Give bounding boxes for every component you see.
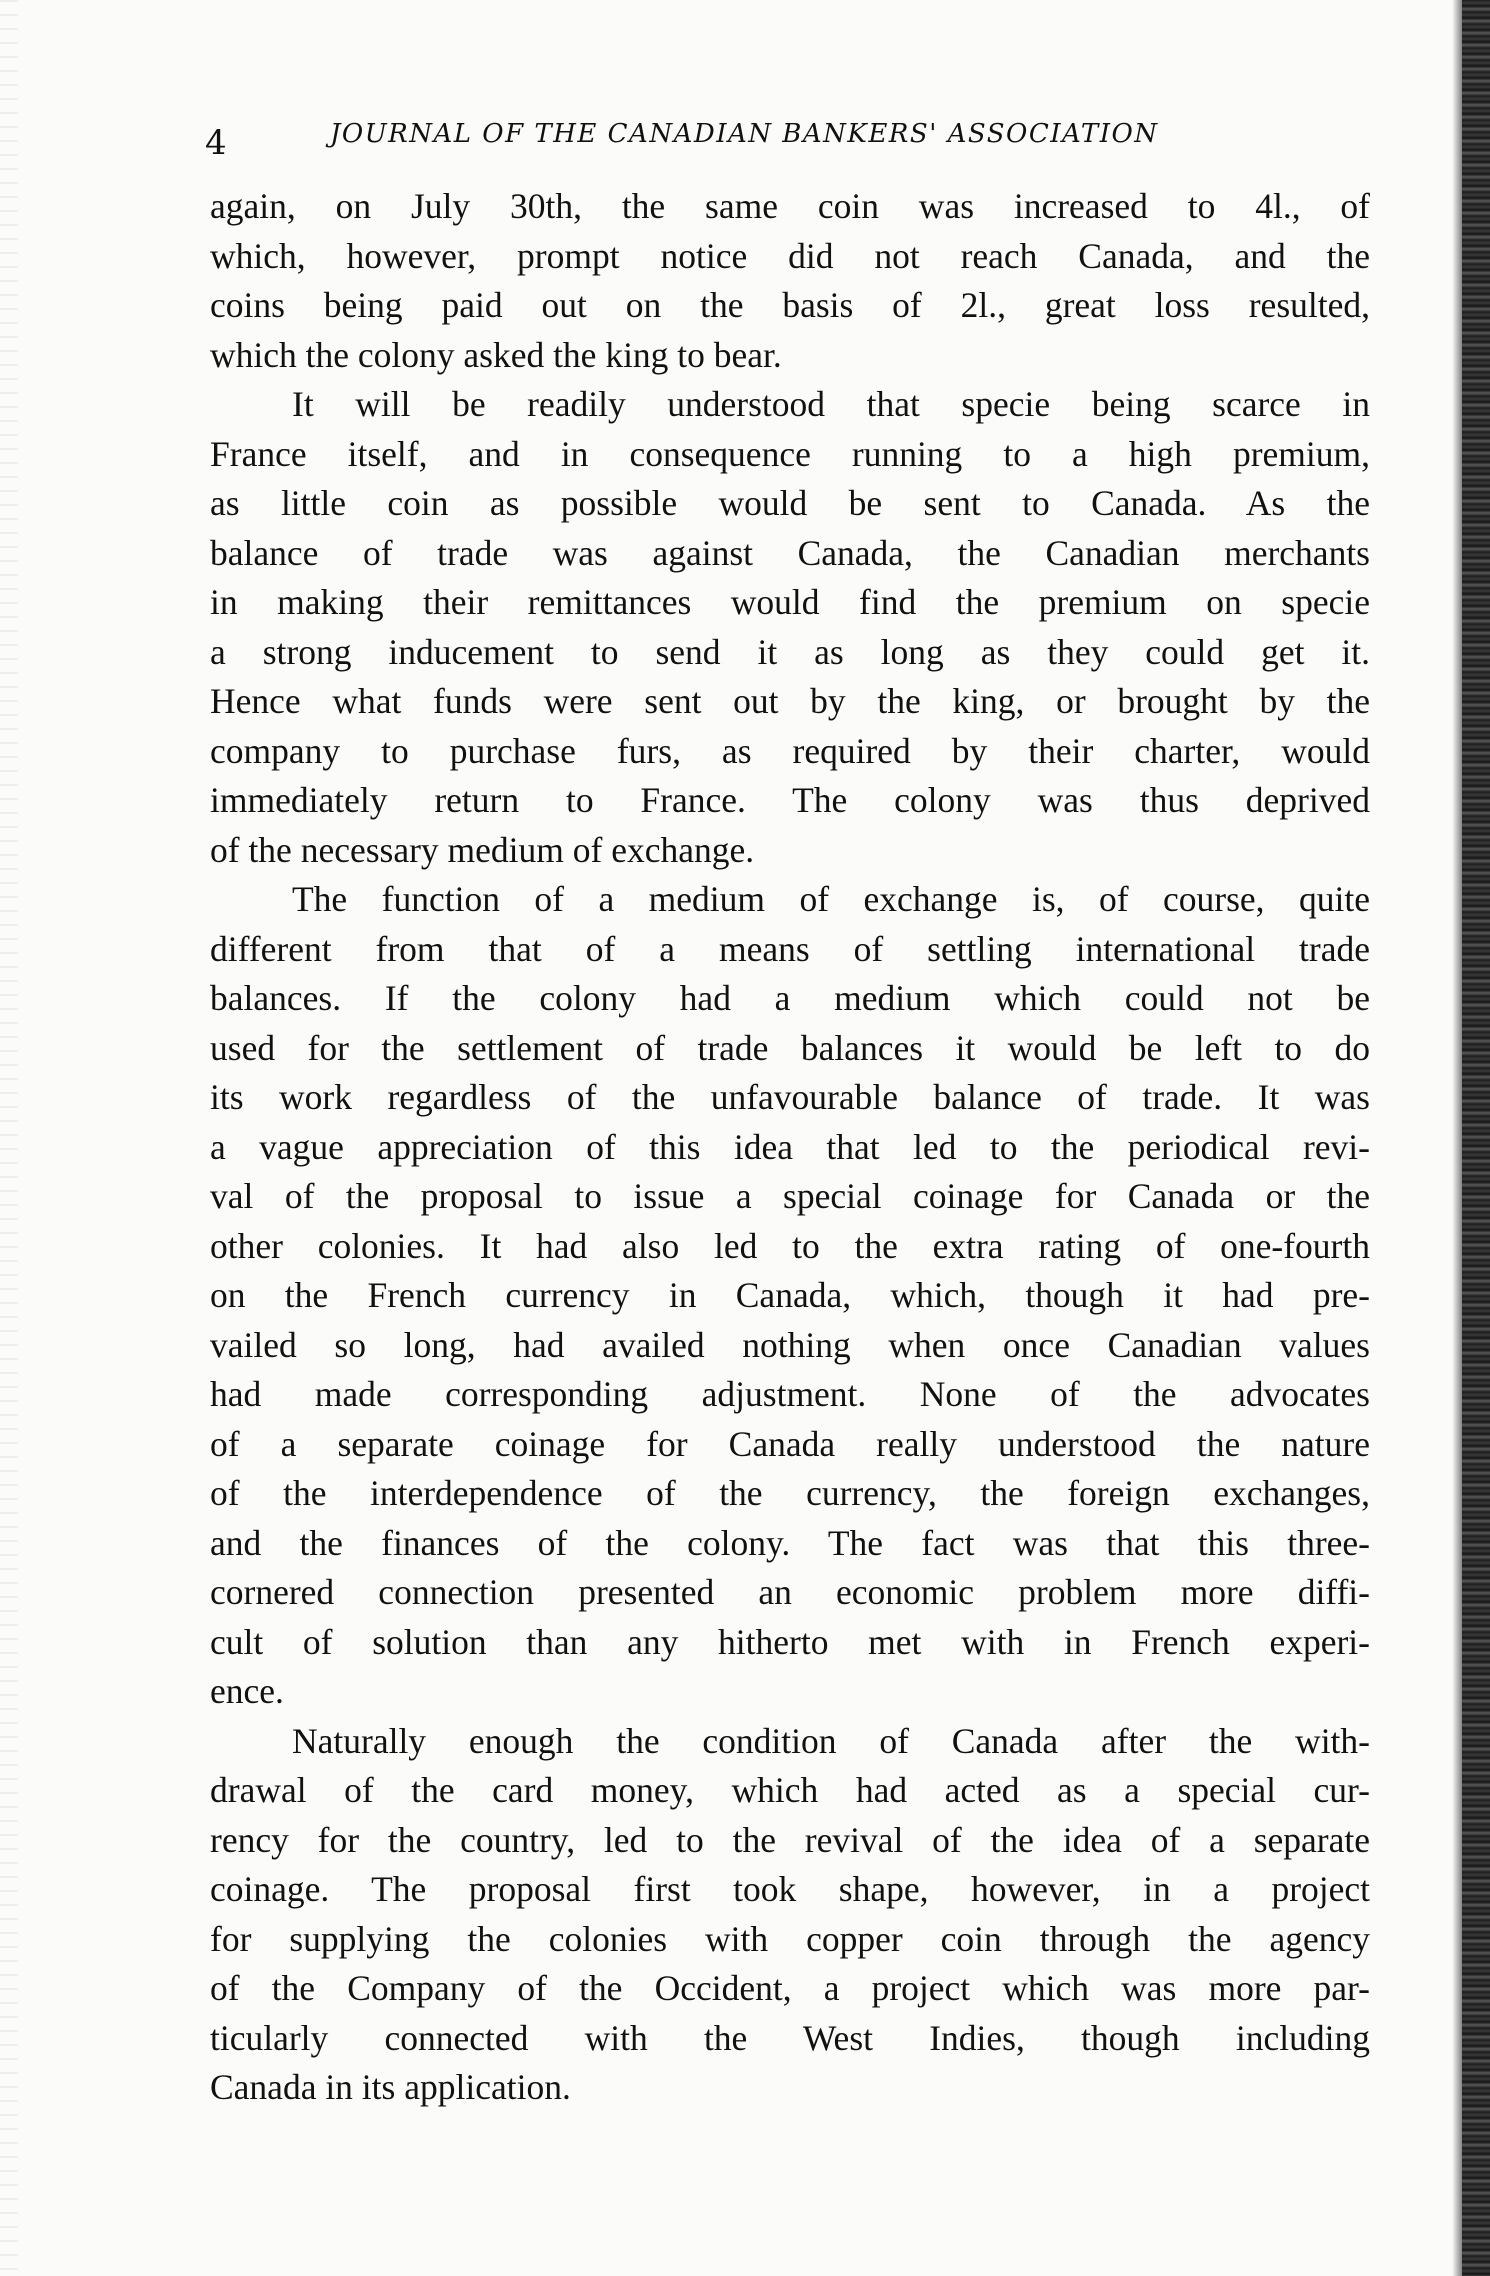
text-line: ticularly connected with the West Indies, though including	[210, 2017, 1370, 2058]
text-line: a strong inducement to send it as long as they could get it.	[210, 631, 1370, 672]
text-line: as little coin as possible would be sent to Canada. As the	[210, 483, 1370, 523]
paragraph	[210, 875, 1370, 1717]
text-line: balances. If the colony had a medium which could not be	[210, 978, 1370, 1018]
text-line: had made corresponding adjustment. None of the advocates	[210, 1374, 1370, 1414]
text-line: other colonies. It had also led to the extra rating of one-fourth	[210, 1225, 1370, 1266]
text-line: which the colony asked the king to bear.	[210, 334, 782, 375]
text-line: on the French currency in Canada, which, though it had pre-	[210, 1275, 1370, 1315]
text-line: coins being paid out on the basis of 2l., great loss resulted,	[210, 285, 1370, 325]
running-head: JOURNAL OF THE CANADIAN BANKERS' ASSOCIATION	[330, 119, 1159, 149]
text-line: Hence what funds were sent out by the king, or brought by the	[210, 681, 1370, 721]
text-line: drawal of the card money, which had acted as a special cur-	[210, 1770, 1370, 1810]
paragraph	[210, 1717, 1370, 2113]
text-line: again, on July 30th, the same coin was increased to 4l., of	[210, 186, 1370, 226]
text-line: cult of solution than any hitherto met with in French experi-	[210, 1621, 1370, 1662]
text-line: balance of trade was against Canada, the Canadian merchants	[210, 532, 1370, 573]
paragraph	[210, 182, 1370, 380]
page-number: 4	[205, 123, 227, 163]
text-line: and the finances of the colony. The fact was that this three-	[210, 1522, 1370, 1563]
text-line: Canada in its application.	[210, 2067, 571, 2107]
text-line: The function of a medium of exchange is, of course, quite	[292, 879, 1370, 919]
text-line: Naturally enough the condition of Canada after the with-	[292, 1720, 1370, 1761]
text-line: of the necessary medium of exchange.	[210, 829, 755, 870]
text-line: used for the settlement of trade balances it would be left to do	[210, 1027, 1370, 1068]
text-line: vailed so long, had availed nothing when once Canadian values	[210, 1324, 1370, 1365]
text-line: its work regardless of the unfavourable balance of trade. It was	[210, 1077, 1370, 1117]
text-line: France itself, and in consequence running to a high premium,	[210, 433, 1370, 474]
page-header	[205, 110, 1245, 163]
text-line: of a separate coinage for Canada really understood the nature	[210, 1423, 1370, 1464]
text-line: val of the proposal to issue a special coinage for Canada or the	[210, 1176, 1370, 1216]
text-line: which, however, prompt notice did not reach Canada, and the	[210, 235, 1370, 276]
text-line: rency for the country, led to the revival of the idea of a separate	[210, 1819, 1370, 1860]
text-line: immediately return to France. The colony was thus deprived	[210, 780, 1370, 820]
text-line: ence.	[210, 1671, 284, 1711]
text-line: a vague appreciation of this idea that led to the periodical revi-	[210, 1126, 1370, 1167]
body-text	[210, 182, 1370, 2113]
text-line: cornered connection presented an economic problem more diffi-	[210, 1572, 1370, 1612]
text-line: different from that of a means of settling international trade	[210, 928, 1370, 969]
text-line: in making their remittances would find the premium on specie	[210, 582, 1370, 622]
text-line: for supplying the colonies with copper coin through the agency	[210, 1918, 1370, 1959]
text-line: It will be readily understood that specie being scarce in	[292, 384, 1370, 424]
text-line: of the interdependence of the currency, the foreign exchanges,	[210, 1473, 1370, 1513]
paragraph	[210, 380, 1370, 875]
text-line: coinage. The proposal first took shape, however, in a project	[210, 1869, 1370, 1909]
text-line: of the Company of the Occident, a project which was more par-	[210, 1968, 1370, 2008]
text-line: company to purchase furs, as required by their charter, would	[210, 730, 1370, 771]
page-binding-edge	[1462, 0, 1490, 2276]
page-left-edge	[0, 0, 18, 2276]
